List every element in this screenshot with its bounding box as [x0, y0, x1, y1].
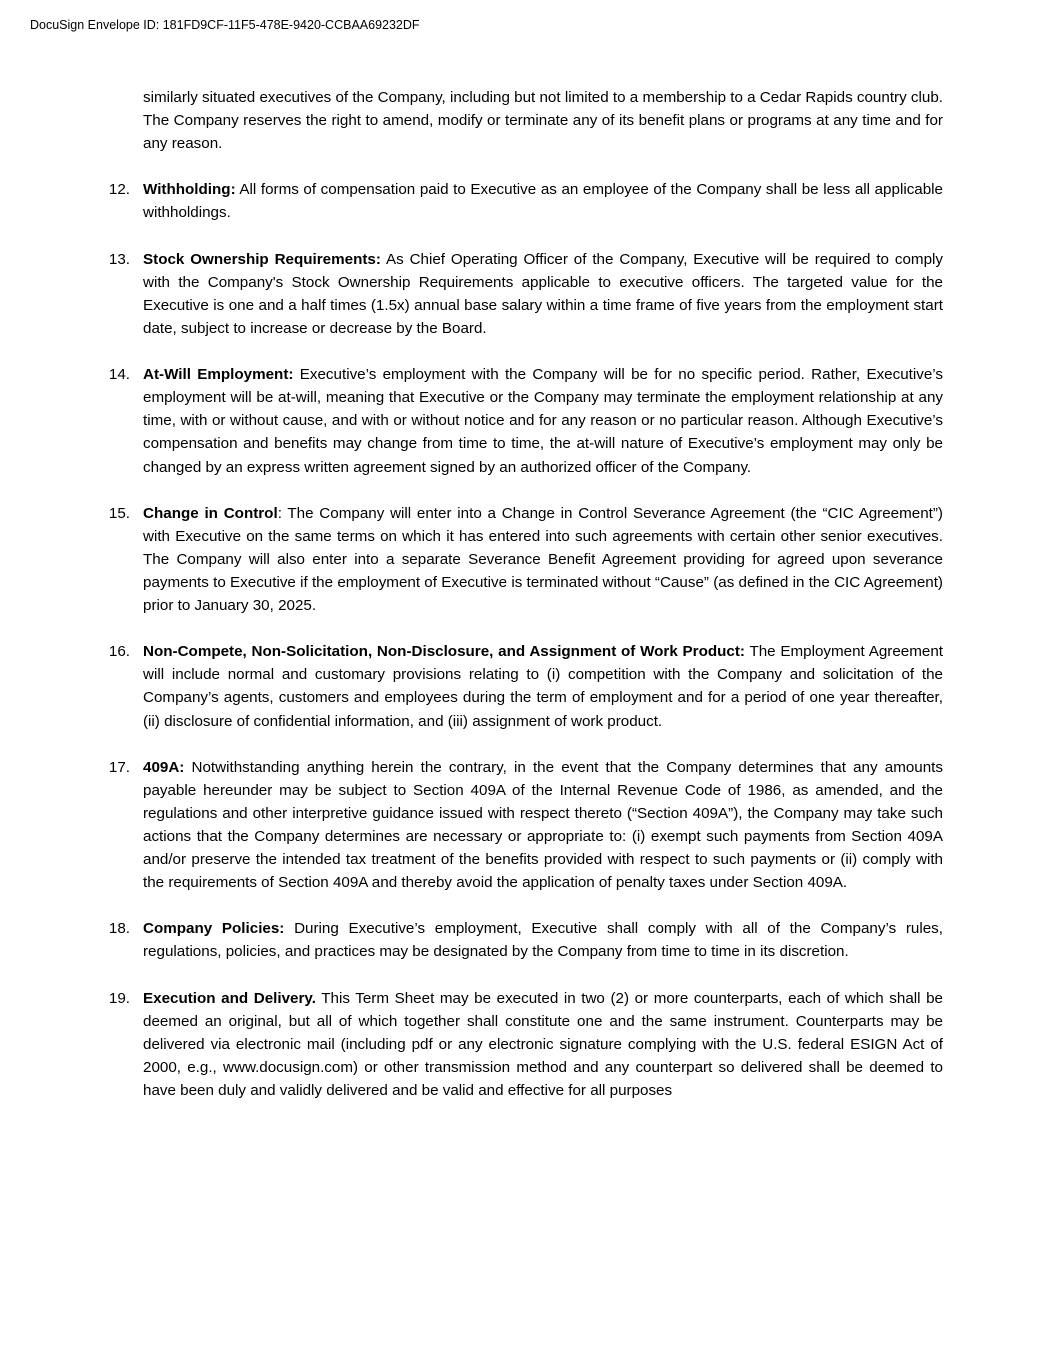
section-number: 15.: [108, 504, 130, 522]
section-14: [108, 363, 943, 478]
section-heading: 409A:: [143, 758, 185, 776]
section-heading: Withholding:: [143, 181, 236, 199]
section-heading: At-Will Employment:: [143, 366, 294, 384]
section-15: [108, 502, 943, 617]
section-heading: Change in Control: [143, 504, 278, 522]
section-heading: Execution and Delivery.: [143, 989, 316, 1007]
section-text: : The Company will enter into a Change in Control Severance Agreement (the “CIC Agreement”) with Executive on the same terms on which it has entered into such agreements with certain other senior executives. The Company will also enter into a separate Severance Benefit Agreement providing for agreed upon severance payments to Executive if the employment of Executive is terminated without “Cause” (as defined in the CIC Agreement) prior to January 30, 2025.: [143, 504, 943, 615]
section-17: [108, 756, 943, 895]
section-text: Notwithstanding anything herein the contrary, in the event that the Company determines that any amounts payable hereunder may be subject to Section 409A of the Internal Revenue Code of 1986, as amended, and the regulations and other interpretive guidance issued with respect thereto (“Section 409A”), the Company may take such actions that the Company determines are necessary or appropriate to: (i) exempt such payments from Section 409A and/or preserve the intended tax treatment of the benefits provided with respect to such payments or (ii) comply with the requirements of Section 409A and thereby avoid the application of penalty taxes under Section 409A.: [143, 758, 943, 892]
section-heading: Non-Compete, Non-Solicitation, Non-Disclosure, and Assignment of Work Product:: [143, 643, 745, 661]
section-18: [108, 917, 943, 963]
section-number: 12.: [108, 181, 130, 199]
section-number: 14.: [108, 366, 130, 384]
section-number: 16.: [108, 643, 130, 661]
section-text: During Executive’s employment, Executive shall comply with all of the Company’s rules, regulations, policies, and practices may be designated by the Company from time to time in its discretion.: [143, 920, 943, 961]
section-number: 13.: [108, 250, 130, 268]
document-body: [108, 86, 944, 1125]
section-text: The Employment Agreement will include normal and customary provisions relating to (i) competition with the Company and solicitation of the Company’s agents, customers and employees during the term of employment and for a period of one year thereafter, (ii) disclosure of confidential information, and (iii) assignment of work product.: [143, 643, 943, 730]
section-text: This Term Sheet may be executed in two (2) or more counterparts, each of which shall be deemed an original, but all of which together shall constitute one and the same instrument. Counterparts may be delivered via electronic mail (including pdf or any electronic signature complying with the U.S. federal ESIGN Act of 2000, e.g., www.docusign.com) or other transmission method and any counterpart so delivered shall be deemed to have been duly and validly delivered and be valid and effective for all purposes: [143, 989, 944, 1100]
section-text: All forms of compensation paid to Executive as an employee of the Company shall be less all applicable withholdings.: [143, 181, 943, 222]
section-13: [108, 248, 943, 340]
section-number: 18.: [108, 920, 130, 938]
section-12: [108, 178, 943, 224]
section-16: [108, 640, 943, 732]
section-heading: Stock Ownership Requirements:: [143, 250, 381, 268]
section-heading: Company Policies:: [143, 920, 285, 938]
envelope-id: DocuSign Envelope ID: 181FD9CF-11F5-478E-9420-CCBAA69232DF: [30, 18, 420, 32]
intro-paragraph: similarly situated executives of the Company, including but not limited to a membership to a Cedar Rapids country club. The Company reserves the right to amend, modify or terminate any of its benefit plans or programs at any time and for any reason.: [143, 89, 943, 153]
section-19: [108, 987, 944, 1102]
section-text: As Chief Operating Officer of the Company, Executive will be required to comply with the Company's Stock Ownership Requirements applicable to executive officers. The targeted value for the Executive is one and a half times (1.5x) annual base salary within a time frame of five years from the employment start date, subject to increase or decrease by the Board.: [143, 250, 943, 337]
section-text: Executive’s employment with the Company will be for no specific period. Rather, Executive’s employment will be at-will, meaning that Executive or the Company may terminate the employment relationship at any time, with or without cause, and with or without notice and for any reason or no particular reason. Although Executive’s compensation and benefits may change from time to time, the at-will nature of Executive’s employment may only be changed by an express written agreement signed by an authorized officer of the Company.: [143, 366, 943, 476]
section-number: 19.: [108, 989, 130, 1007]
section-number: 17.: [108, 758, 130, 776]
